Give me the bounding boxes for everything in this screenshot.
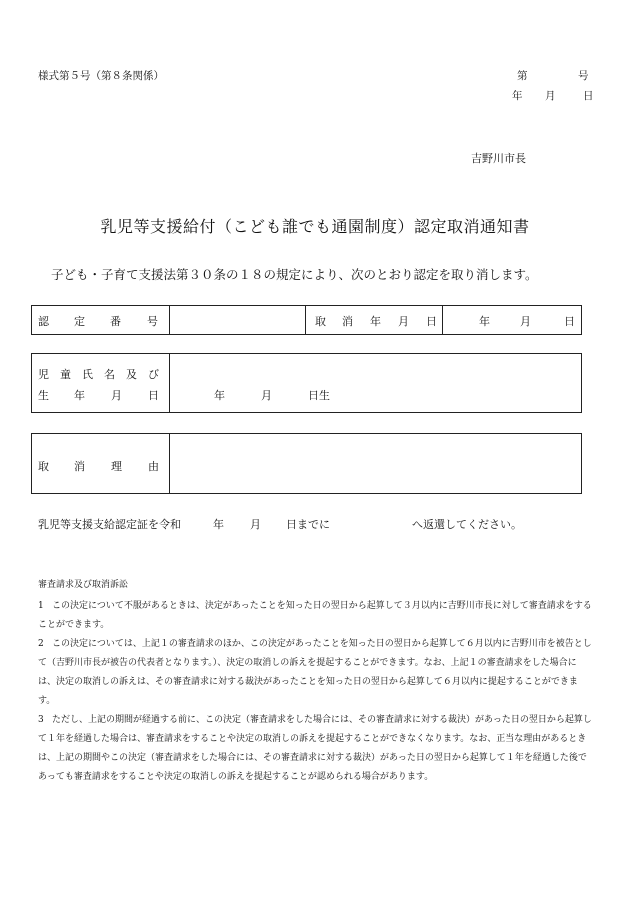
birth-label-4: 日 xyxy=(148,389,159,402)
cert-number-label-1: 認 xyxy=(38,315,49,328)
issuer-name: 吉野川市長 xyxy=(471,152,526,165)
appeal-note-2-text: この決定については、上記１の審査請求のほか、この決定があったことを知った日の翌日から起算して６月以内に吉野川市を被告として（吉野川市長が被告の代表者となります。）、決定の取消しの訴えを提起することができます。なお、上記１の審査請求をした場合には、決定の取消しの訴えは、その審査請求に対する裁決があったことを知った日の翌日から起算して６月以内に提起することができます。 xyxy=(38,639,592,706)
cancel-date-label-2: 消 xyxy=(342,315,353,328)
child-label-5: 及 xyxy=(126,368,137,381)
reason-label-1: 取 xyxy=(38,460,49,473)
form-number: 様式第５号（第８条関係） xyxy=(38,70,164,82)
cert-number-row xyxy=(31,305,582,335)
return-notice-month: 月 xyxy=(250,518,261,531)
intro-text: 子ども・子育て支援法第３０条の１８の規定により、次のとおり認定を取り消します。 xyxy=(51,267,538,282)
appeal-note-1 xyxy=(38,597,593,635)
child-info-row xyxy=(31,353,582,413)
cancel-date-month: 月 xyxy=(520,315,531,328)
cancel-date-label-1: 取 xyxy=(315,315,326,328)
cancel-date-day: 日 xyxy=(564,315,575,328)
reason-label-4: 由 xyxy=(148,460,159,473)
birth-label-1: 生 xyxy=(38,389,49,402)
child-label-2: 童 xyxy=(60,368,71,381)
birth-label-2: 年 xyxy=(74,389,85,402)
return-notice-suffix: へ返還してください。 xyxy=(412,518,522,531)
appeal-note-1-number: 1 xyxy=(38,601,44,611)
appeal-notes-heading: 審査請求及び取消訴訟 xyxy=(38,580,129,590)
appeal-note-3-number: 3 xyxy=(38,715,44,725)
cancel-date-label-4: 月 xyxy=(398,315,409,328)
return-notice-prefix: 乳児等支援支給認定証を令和 xyxy=(38,518,181,531)
appeal-note-2 xyxy=(38,635,593,711)
document-number-prefix: 第 xyxy=(517,70,528,82)
return-notice-until: 日までに xyxy=(286,518,330,531)
appeal-note-1-text: この決定について不服があるときは、決定があったことを知った日の翌日から起算して３月以内に吉野川市長に対して審査請求をすることができます。 xyxy=(38,601,592,630)
child-label-3: 氏 xyxy=(82,368,93,381)
document-number-suffix: 号 xyxy=(578,70,589,82)
birth-day: 日生 xyxy=(308,389,330,402)
birth-year: 年 xyxy=(214,389,225,402)
issue-date-month: 月 xyxy=(545,90,556,102)
cert-number-label-2: 定 xyxy=(74,315,85,328)
appeal-note-3 xyxy=(38,711,593,787)
birth-label-3: 月 xyxy=(111,389,122,402)
return-notice-year: 年 xyxy=(213,518,224,531)
child-label-1: 児 xyxy=(38,368,49,381)
appeal-note-2-number: 2 xyxy=(38,639,44,649)
cancel-date-label-3: 年 xyxy=(370,315,381,328)
child-label-4: 名 xyxy=(104,368,115,381)
cancel-date-year: 年 xyxy=(479,315,490,328)
cert-number-label-4: 号 xyxy=(147,315,158,328)
reason-label-3: 理 xyxy=(111,460,122,473)
cancel-reason-row xyxy=(31,433,582,494)
cert-number-label-3: 番 xyxy=(110,315,121,328)
issue-date-day: 日 xyxy=(583,90,594,102)
document-title: 乳児等支援給付（こども誰でも通園制度）認定取消通知書 xyxy=(100,217,530,236)
cancel-date-label-5: 日 xyxy=(426,315,437,328)
reason-label-2: 消 xyxy=(74,460,85,473)
birth-month: 月 xyxy=(261,389,272,402)
appeal-note-3-text: ただし、上記の期間が経過する前に、この決定（審査請求をした場合には、その審査請求に対する裁決）があった日の翌日から起算して１年を経過した場合は、審査請求をすることや決定の取消しの訴えを提起することができなくなります。なお、正当な理由があるときは、上記の期間やこの決定（審査請求をした場合には、その審査請求に対する裁決）があった日の翌日から起算して１年を経過した後であっても審査請求をすることや決定の取消しの訴えを提起することが認められる場合があります。 xyxy=(38,715,592,782)
child-label-6: び xyxy=(148,368,159,381)
issue-date-year: 年 xyxy=(512,90,523,102)
